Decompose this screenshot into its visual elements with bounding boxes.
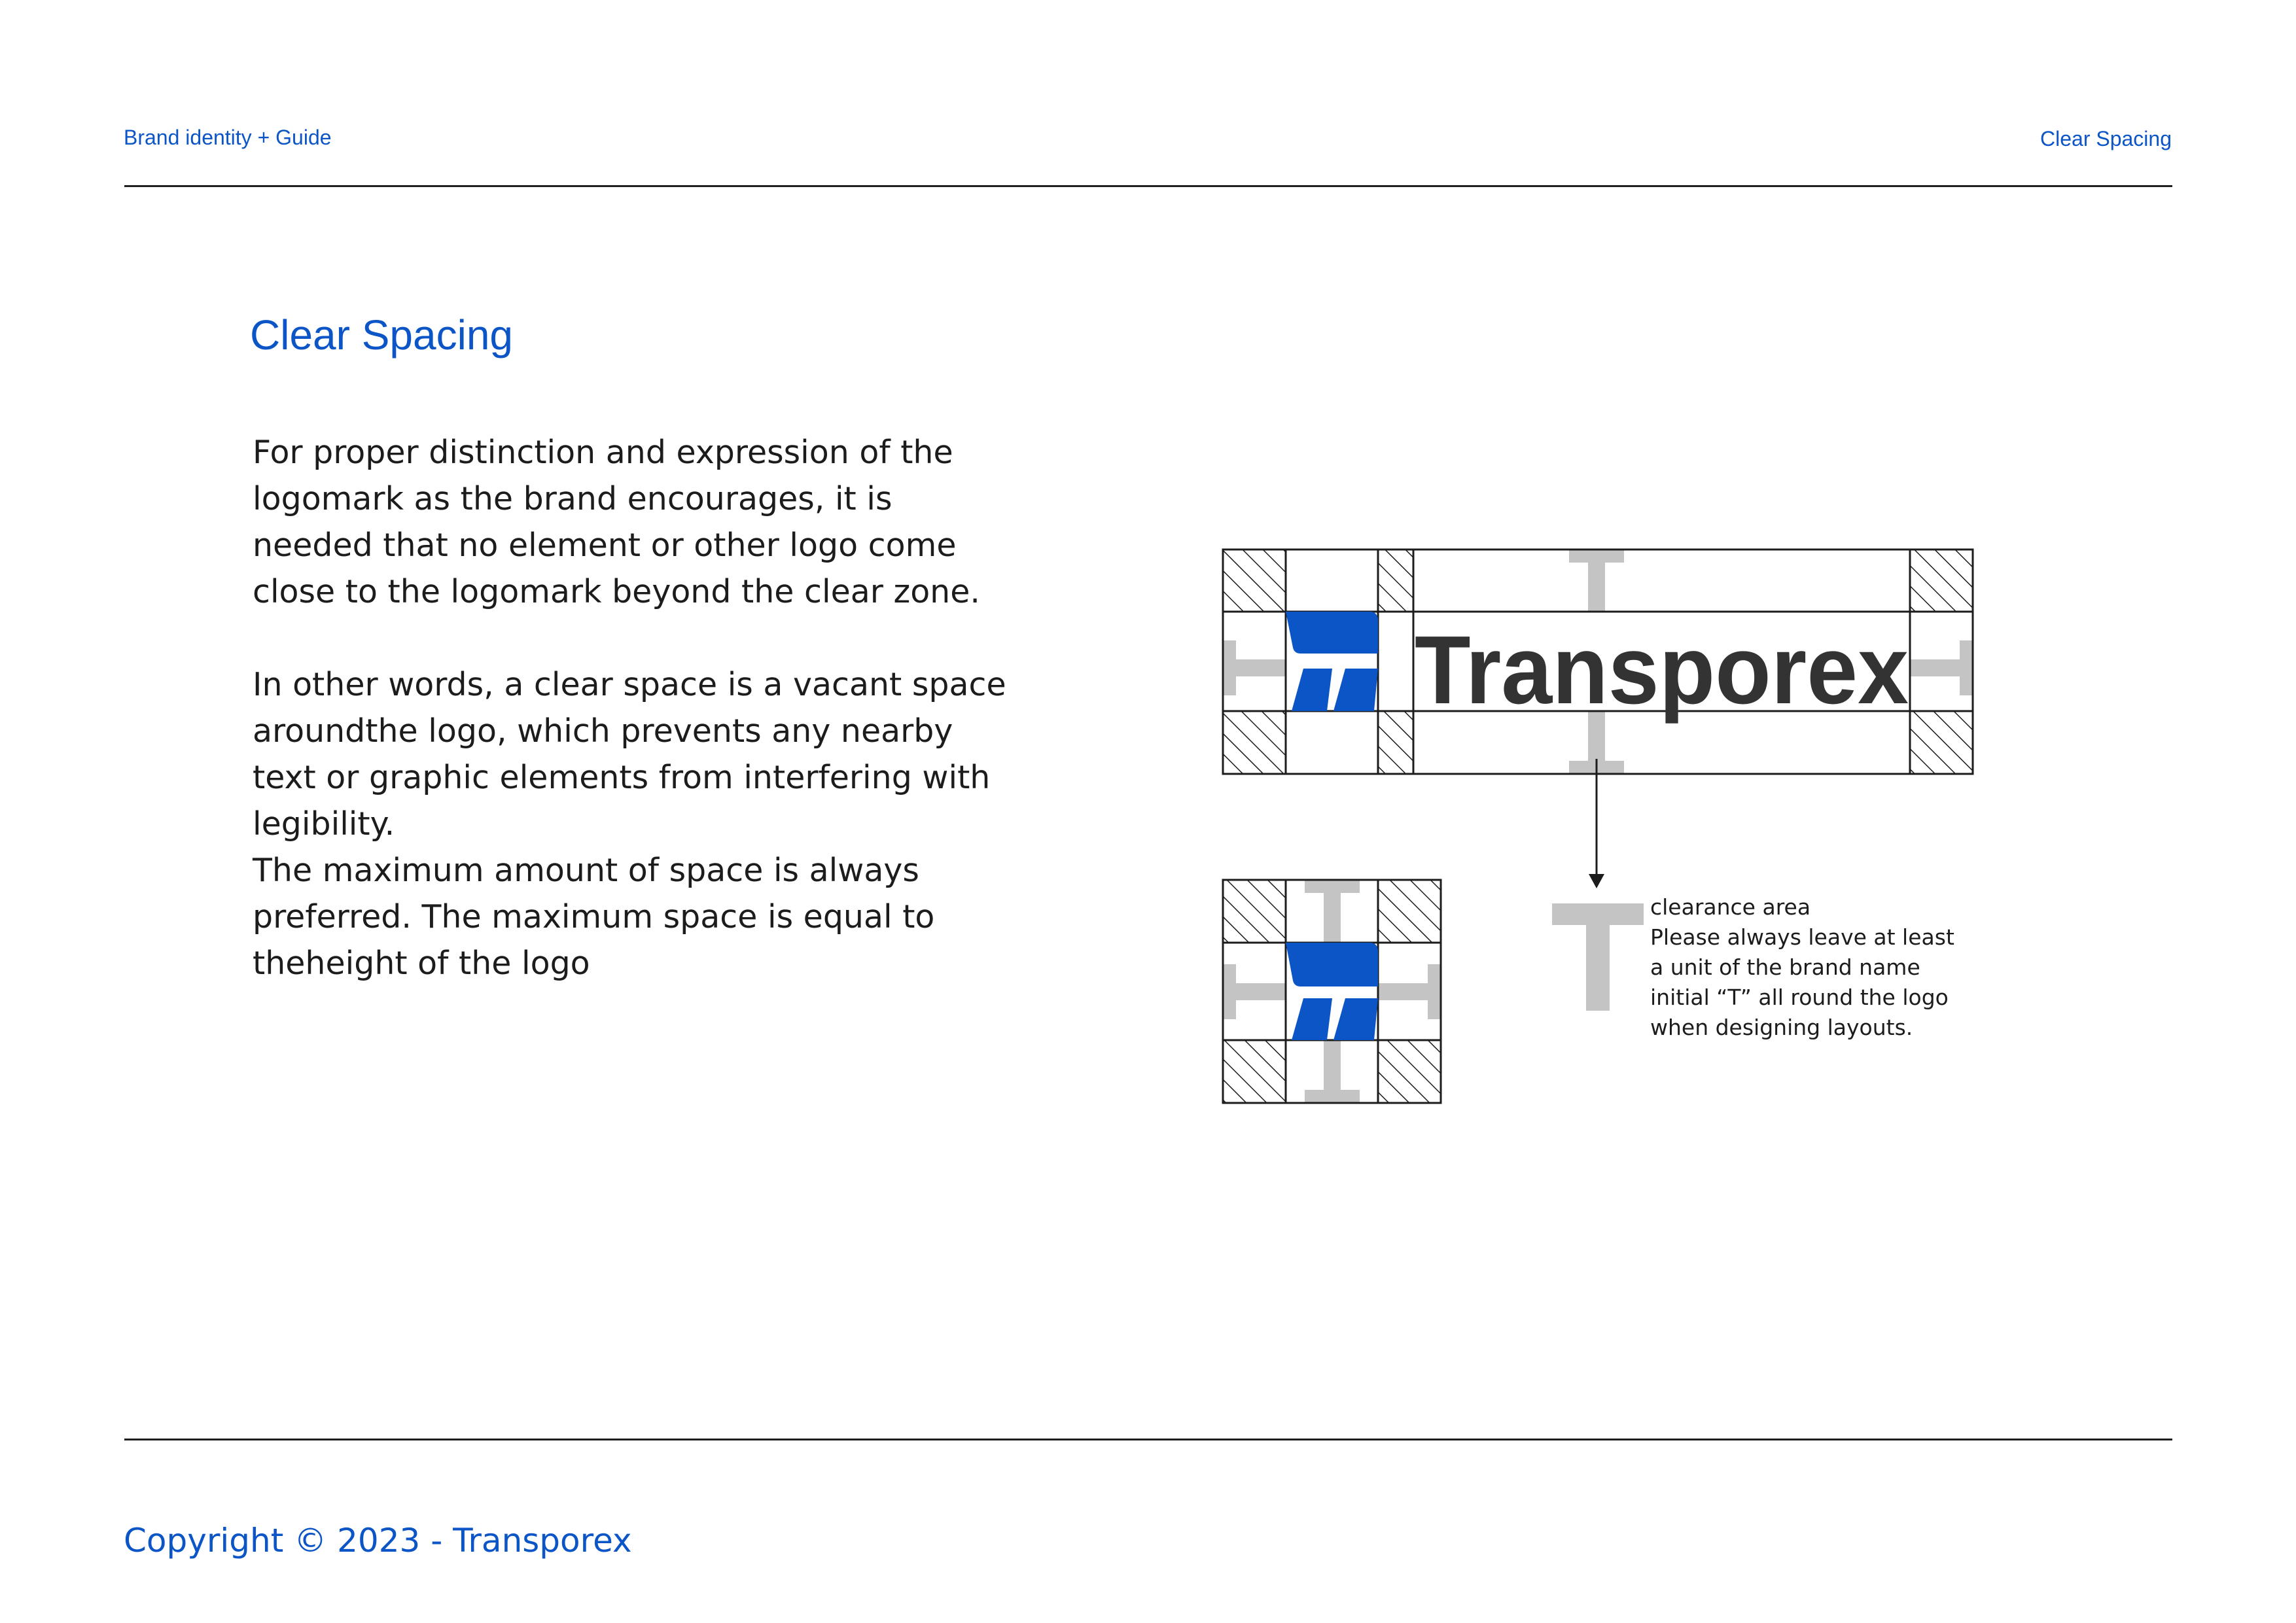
wordmark: Transporex bbox=[1415, 616, 1909, 724]
full-logo-clearance-grid bbox=[1223, 550, 1973, 774]
hatched-gap-bottom bbox=[1378, 711, 1413, 774]
hatched-corner-top-right bbox=[1910, 550, 1973, 612]
t-unit-left-stem bbox=[1236, 659, 1286, 676]
logomark-small-icon bbox=[1286, 943, 1378, 1040]
paragraph-vacant-space: In other words, a clear space is a vacant space aroundthe logo, which prevents any nearby text or graphic elements from interfering with legibility. bbox=[253, 666, 1006, 843]
clearance-note bbox=[1650, 892, 1990, 1043]
t-unit-top-bar bbox=[1569, 550, 1624, 563]
hatched-corner-top-left bbox=[1223, 550, 1286, 612]
paragraph-clear-zone: For proper distinction and expression of the logomark as the brand encourages, it is needed that no element or other logo come close to the logomark beyond the clear zone. bbox=[253, 434, 980, 610]
section-label: Clear Spacing bbox=[2040, 127, 2172, 150]
brand-guide-label: Brand identity + Guide bbox=[124, 126, 332, 149]
t-unit-legend-icon bbox=[1552, 903, 1644, 1011]
icon-clearance-grid bbox=[1223, 880, 1441, 1103]
icon-hatched-bottom-right bbox=[1378, 1040, 1441, 1103]
paragraph-maximum-space: The maximum amount of space is always preferred. The maximum space is equal to theheight of the logo bbox=[253, 852, 935, 982]
hatched-corner-bottom-left bbox=[1223, 711, 1286, 774]
copyright-text: Copyright © 2023 - Transporex bbox=[124, 1522, 632, 1560]
icon-hatched-bottom-left bbox=[1223, 1040, 1286, 1103]
note-title: clearance area bbox=[1650, 894, 1811, 920]
icon-hatched-top-left bbox=[1223, 880, 1286, 943]
t-unit-right-stem bbox=[1910, 659, 1960, 676]
callout-arrow bbox=[1589, 759, 1604, 888]
hatched-gap-top bbox=[1378, 550, 1413, 612]
t-unit-top-stem bbox=[1588, 563, 1605, 612]
hatched-corner-bottom-right bbox=[1910, 711, 1973, 774]
icon-hatched-top-right bbox=[1378, 880, 1441, 943]
page-title: Clear Spacing bbox=[250, 311, 513, 358]
note-body: Please always leave at least a unit of the brand name initial “T” all round the logo when designing layouts. bbox=[1650, 924, 1954, 1040]
logomark-icon bbox=[1286, 612, 1378, 711]
t-unit-right-bar bbox=[1960, 640, 1973, 695]
t-unit-left-bar bbox=[1223, 640, 1236, 695]
footer-divider bbox=[124, 1439, 2172, 1440]
